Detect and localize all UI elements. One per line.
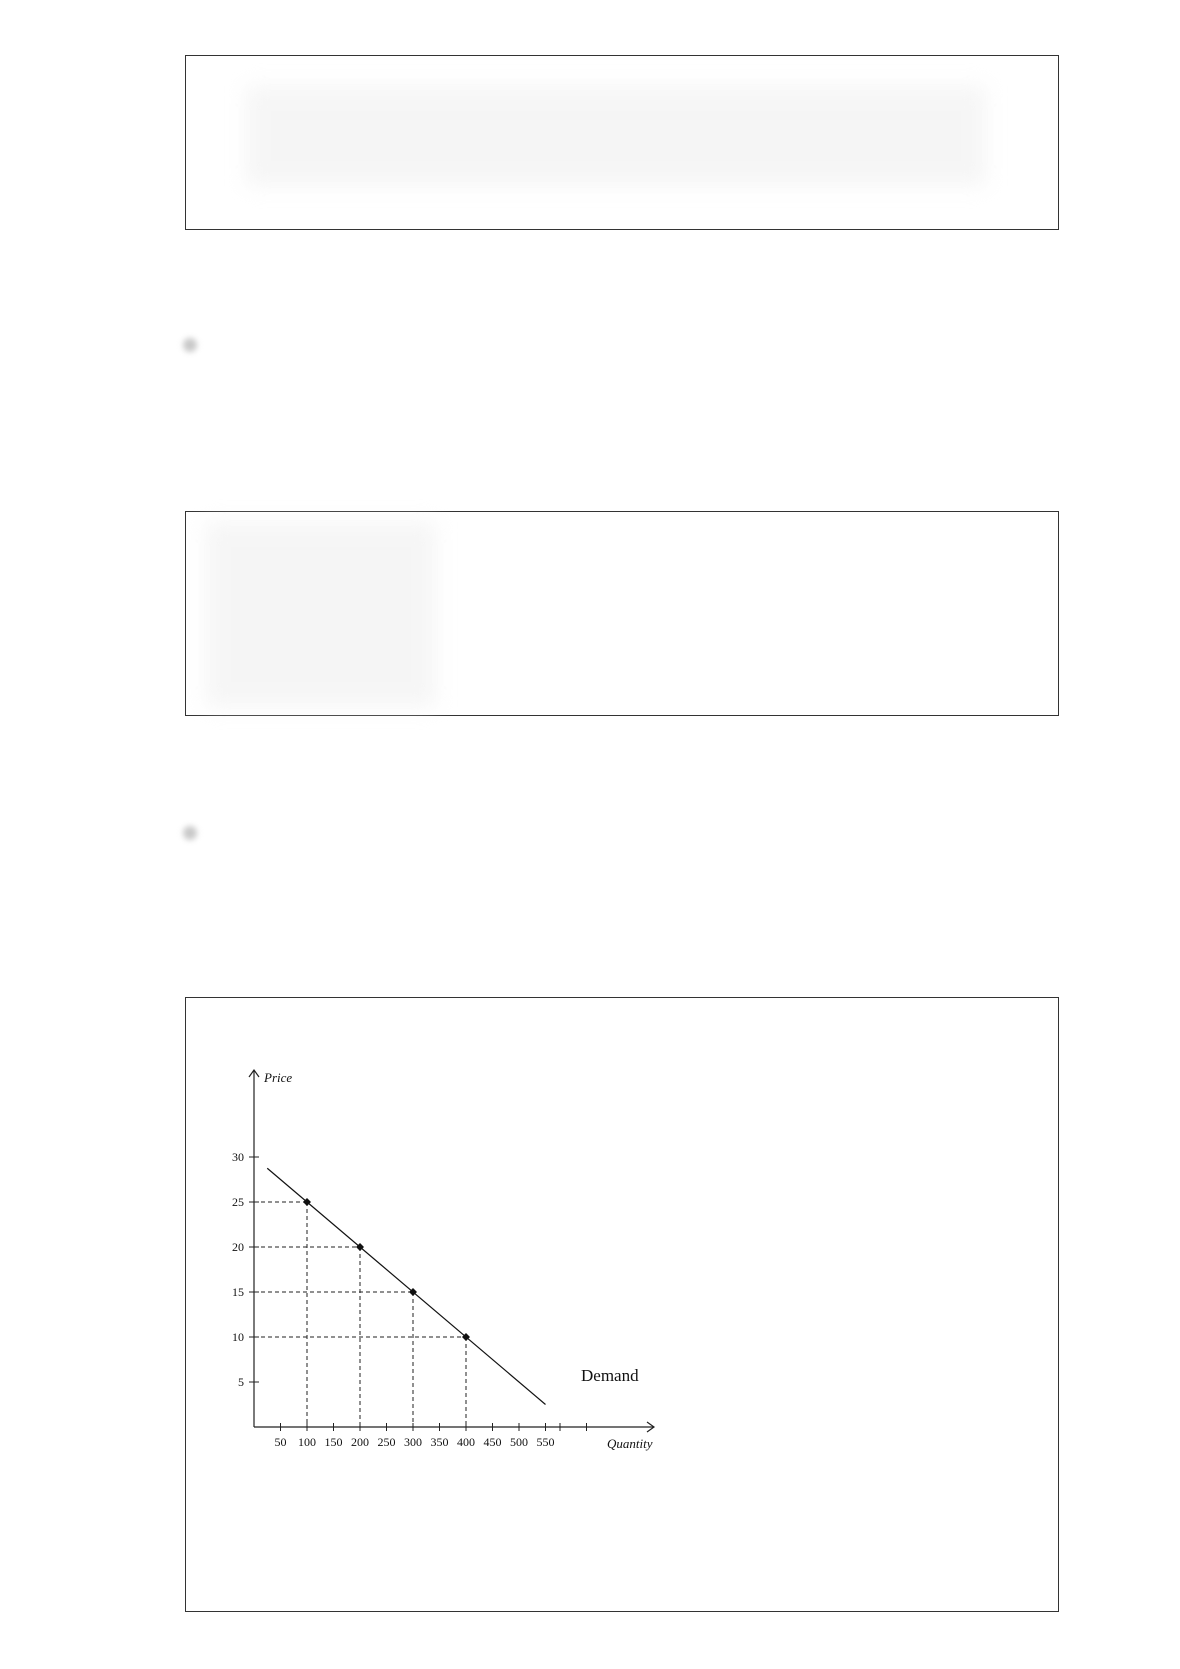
demand-label: Demand xyxy=(581,1366,639,1385)
y-axis-title: Price xyxy=(264,1070,293,1085)
y-tick-label: 20 xyxy=(232,1240,244,1254)
y-ticks xyxy=(232,1150,259,1389)
faded-content xyxy=(246,86,986,186)
x-tick-label: 50 xyxy=(274,1435,287,1449)
x-tick-label: 400 xyxy=(457,1435,475,1449)
x-tick-label: 200 xyxy=(351,1435,369,1449)
x-axis-title: Quantity xyxy=(607,1436,653,1451)
x-axis xyxy=(254,1422,654,1432)
demand-chart xyxy=(186,998,1058,1611)
answer-box-2 xyxy=(185,511,1059,716)
x-tick-label: 250 xyxy=(377,1435,396,1449)
x-tick-label: 500 xyxy=(510,1435,528,1449)
question-marker-icon xyxy=(183,826,197,840)
x-tick-label: 450 xyxy=(483,1435,502,1449)
x-tick-label: 300 xyxy=(404,1435,422,1449)
x-tick-label: 550 xyxy=(536,1435,555,1449)
x-tick-label: 350 xyxy=(430,1435,449,1449)
y-tick-label: 10 xyxy=(232,1330,244,1344)
figure-box xyxy=(185,997,1059,1612)
x-tick-label: 150 xyxy=(324,1435,343,1449)
question-marker-icon xyxy=(183,338,197,352)
y-axis xyxy=(249,1070,259,1427)
reference-lines xyxy=(254,1202,466,1427)
y-tick-label: 30 xyxy=(232,1150,244,1164)
y-tick-label: 25 xyxy=(232,1195,244,1209)
answer-box-1 xyxy=(185,55,1059,230)
y-tick-label: 5 xyxy=(238,1375,244,1389)
faded-content xyxy=(206,522,436,707)
y-tick-label: 15 xyxy=(232,1285,244,1299)
x-tick-label: 100 xyxy=(298,1435,316,1449)
